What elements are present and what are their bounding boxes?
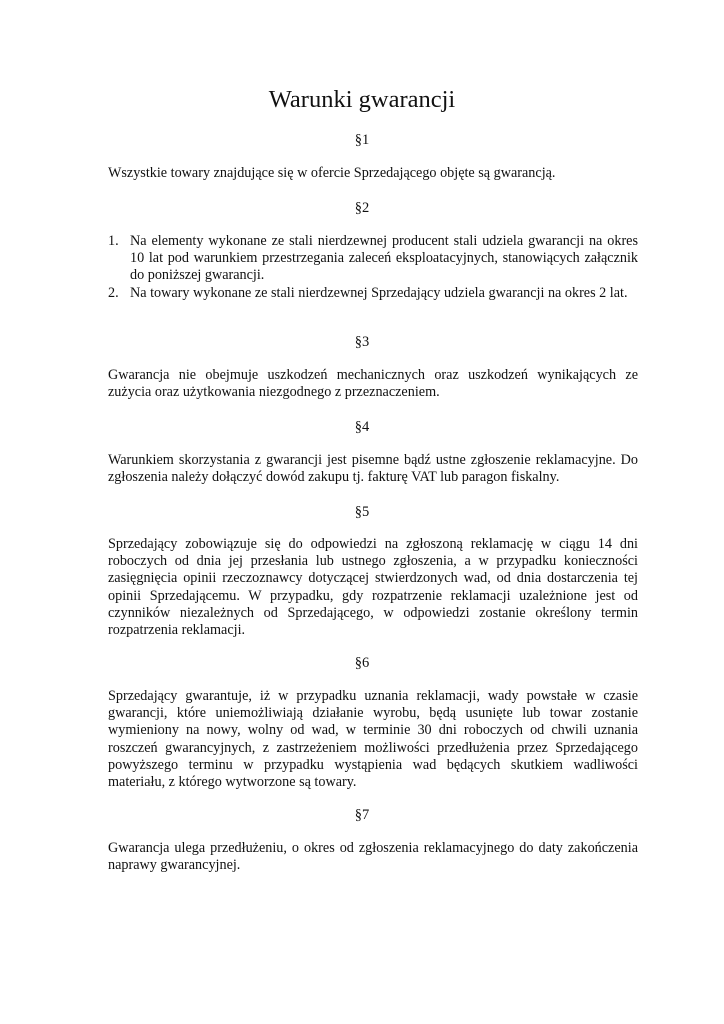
document-title: Warunki gwarancji (268, 86, 456, 113)
section-mark-1: §1 (354, 132, 370, 148)
list-item-text: Na elementy wykonane ze stali nierdzewnej producent stali udziela gwarancji na okres 10 lat pod warunkiem przestrzegania zaleceń eksploatacyjnych, stanowiących załącznik do poniższej gwarancji. (130, 233, 638, 284)
section-mark-6: §6 (354, 655, 370, 671)
section-7-text: Gwarancja ulega przedłużeniu, o okres od zgłoszenia reklamacyjnego do daty zakończenia naprawy gwarancyjnej. (108, 840, 638, 874)
section-2-item-1 (108, 233, 638, 285)
section-mark-7: §7 (354, 807, 370, 823)
section-mark-3: §3 (354, 334, 370, 350)
section-1-text: Wszystkie towary znajdujące się w ofercie Sprzedającego objęte są gwarancją. (108, 165, 556, 181)
section-3-text: Gwarancja nie obejmuje uszkodzeń mechanicznych oraz uszkodzeń wynikających ze zużycia oraz użytkowania niezgodnego z przeznaczeniem. (108, 367, 638, 401)
section-mark-4: §4 (354, 419, 370, 435)
list-item-number: 1. (108, 233, 119, 249)
section-mark-5: §5 (354, 504, 370, 520)
list-item-number: 2. (108, 284, 119, 301)
list-item-text: Na towary wykonane ze stali nierdzewnej Sprzedający udziela gwarancji na okres 2 lat. (130, 284, 628, 301)
section-5-text: Sprzedający zobowiązuje się do odpowiedzi na zgłoszoną reklamację w ciągu 14 dni roboczych od dnia jej przesłania lub ustnego zgłoszenia, a w przypadku konieczności zasięgnięcia opinii rzeczoznawcy dotyczącej stwierdzonych wad, od dnia dostarczenia tej opinii Sprzedającemu. W przypadku, gdy rozpatrzenie reklamacji uzależnione jest od czynników niezależnych od Sprzedającego, w odpowiedzi zostanie określony termin rozpatrzenia reklamacji. (108, 536, 638, 639)
section-4-text: Warunkiem skorzystania z gwarancji jest pisemne bądź ustne zgłoszenie reklamacyjne. Do zgłoszenia należy dołączyć dowód zakupu tj. fakturę VAT lub paragon fiskalny. (108, 452, 638, 486)
section-2-list (108, 233, 638, 302)
section-2-item-2 (108, 285, 636, 302)
section-mark-2: §2 (354, 200, 370, 216)
section-6-text: Sprzedający gwarantuje, iż w przypadku uznania reklamacji, wady powstałe w czasie gwarancji, które uniemożliwiają działanie wyrobu, będą usunięte lub towar zostanie wymieniony na nowy, wolny od wad, w terminie 30 dni roboczych od chwili uznania roszczeń gwarancyjnych, z zastrzeżeniem możliwości przedłużenia przez Sprzedającego powyższego terminu w przypadku wystąpienia wad będących skutkiem wadliwości materiału, z którego wytworzone są towary. (108, 688, 638, 791)
